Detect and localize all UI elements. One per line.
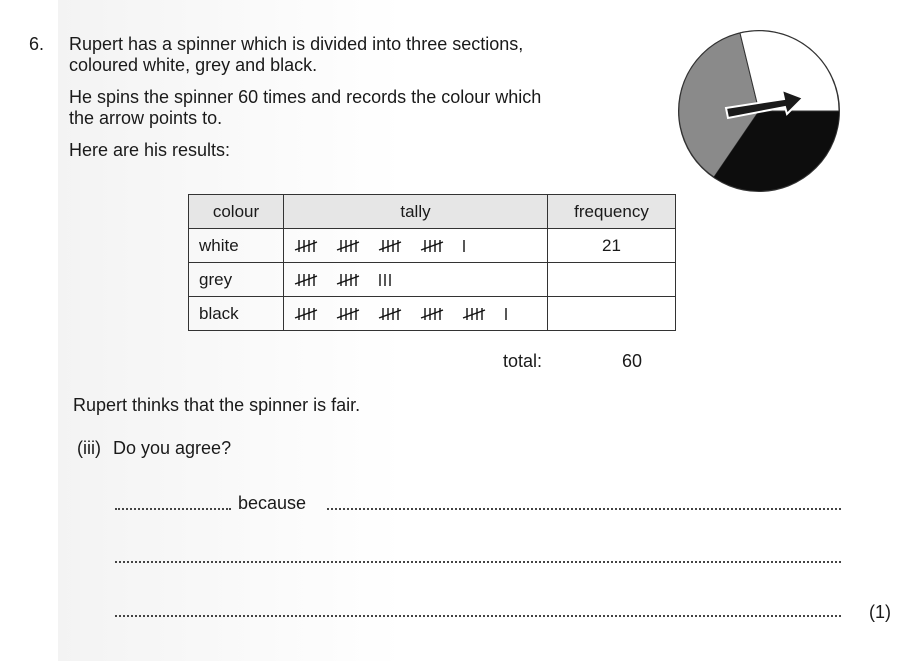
tally-marks [294, 272, 537, 288]
header-tally: tally [284, 195, 548, 229]
tally-group [336, 272, 360, 288]
header-frequency: frequency [548, 195, 676, 229]
tally-group [504, 306, 508, 322]
frequency-black-answer-cell[interactable] [548, 297, 676, 331]
table-header-row [189, 195, 676, 229]
tally-marks [294, 306, 537, 322]
total-value: 60 [622, 351, 643, 371]
total-label: total: [503, 351, 543, 371]
tally-group [294, 306, 318, 322]
reason-answer-line-2[interactable] [115, 561, 841, 563]
tally-group [336, 238, 360, 254]
marks-label: (1) [869, 602, 891, 622]
frequency-grey-answer-cell[interactable] [548, 263, 676, 297]
tally-group [378, 238, 402, 254]
reason-answer-line-1[interactable] [327, 508, 841, 510]
tally-group [378, 306, 402, 322]
statement: Rupert thinks that the spinner is fair. [73, 395, 361, 415]
header-colour: colour [189, 195, 284, 229]
tally-group [462, 238, 466, 254]
question-line-1: Rupert has a spinner which is divided into three sections, [69, 34, 524, 54]
tally-marks [294, 238, 537, 254]
question-line-2: coloured white, grey and black. [69, 55, 318, 75]
table-row [189, 229, 676, 263]
tally-group [378, 272, 392, 288]
tally-group [336, 306, 360, 322]
tally-group [420, 306, 444, 322]
tally-group [294, 272, 318, 288]
question-line-4: the arrow points to. [69, 108, 223, 128]
tally-group [462, 306, 486, 322]
agree-answer-line[interactable] [115, 508, 231, 510]
tally-group [420, 238, 444, 254]
part-question: Do you agree? [113, 438, 232, 458]
frequency-white: 21 [548, 229, 676, 263]
question-number: 6. [29, 34, 45, 54]
part-label: (iii) [77, 438, 101, 458]
tally-table [188, 194, 676, 331]
spinner-diagram [676, 28, 842, 194]
table-row [189, 297, 676, 331]
table-row [189, 263, 676, 297]
row-colour-white: white [189, 229, 284, 263]
row-colour-grey: grey [189, 263, 284, 297]
tally-group [294, 238, 318, 254]
because-label: because [238, 493, 307, 513]
question-line-3: He spins the spinner 60 times and records the colour which [69, 87, 542, 107]
row-colour-black: black [189, 297, 284, 331]
reason-answer-line-3[interactable] [115, 615, 841, 617]
question-line-5: Here are his results: [69, 140, 231, 160]
